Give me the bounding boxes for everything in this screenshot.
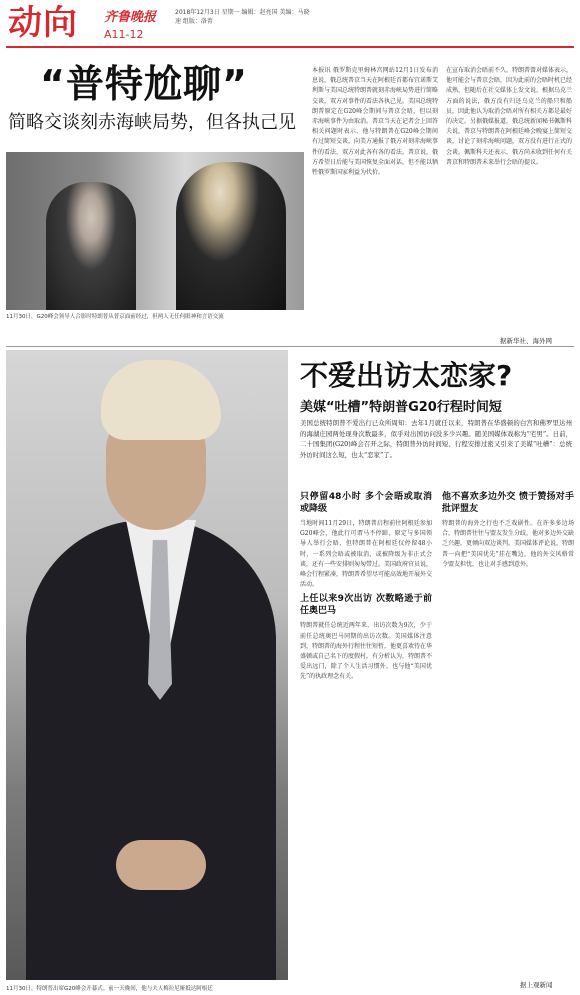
story2-headline: 不爱出访太恋家? xyxy=(300,359,513,392)
story1-subheadline: 简略交谈刻赤海峡局势，但各执己见 xyxy=(8,112,296,133)
story1-photo-caption: 11月30日，G20峰会领导人合影时特朗普从普京面前经过，但两人无任何眼神和言语交流 xyxy=(6,314,224,320)
header-divider xyxy=(6,46,574,48)
section-text: 当地时间11月29日，特朗普启程前往阿根廷参加G20峰会，他此行可谓马不停蹄，原定与多国领导人举行会晤，但特朗普在阿根廷仅停留48小时，一系列会晤或被取消，或被降级为非正式会谈，还有一些安排则匆匆带过。美国政府官员说，峰会行程紧凑，特朗普希望尽可能高效地开展外交活动。 xyxy=(300,520,432,589)
photo-figure-left xyxy=(46,182,136,310)
issue-meta: 2018年12月3日 星期一 编辑：赵亮国 美编：马晓速 组版：洛菁 xyxy=(175,9,310,25)
story2-body-column-2 xyxy=(442,488,574,976)
story2-body-column-1 xyxy=(300,488,432,976)
story-divider xyxy=(6,346,574,347)
story1-photo xyxy=(6,152,304,310)
story1-body-column-2: 在宣布取消会晤前不久，特朗普曾对媒体表示，他可能会与普京会晤，因为此前的会晤时机已经成熟，但随后在社交媒体上发文说，根据乌克兰方面的说法，俄方没有归还乌克兰的船只和船员，因此他认为取消会晤对所有相关方都是最好的决定。另据俄媒报道，俄总统新闻秘书佩斯科夫说，普京与特朗普在阿根廷峰会晚宴上简短交谈，讨论了刻赤海峡问题，双方没有进行正式的会谈。佩斯科夫还表示，俄方尚未收到任何有关普京和特朗普未来举行会晤的提议。 xyxy=(446,67,572,166)
story2-photo xyxy=(6,350,288,980)
story2-photo-caption: 11月30日，特朗普出席G20峰会开幕式。前一天晚间，他与夫人梅拉尼娅抵达阿根廷 xyxy=(6,986,213,992)
section-text: 特朗普就任总统近两年来，出访次数为9次，少于前任总统奥巴马同期的出访次数。美国媒体注意到，特朗普的海外行程往往短暂，他更喜欢待在华盛顿或自己名下的度假村。有分析认为，特朗普不爱出远门，除了个人生活习惯外，也与他“美国优先”的执政理念有关。 xyxy=(300,622,432,681)
photo-figure-right xyxy=(176,162,286,310)
newspaper-brand: 齐鲁晚报 xyxy=(104,10,157,25)
story2-subheadline: 美媒“吐槽”特朗普G20行程时间短 xyxy=(300,400,502,415)
story1-headline: “普特尬聊” xyxy=(40,62,248,106)
section-heading: 上任以来9次出访 次数略逊于前任奥巴马 xyxy=(300,594,432,617)
story1-body-column-1: 本报讯 俄罗斯克里姆林宫网站12月1日发布消息说，俄总统普京当天在阿根廷首都布宜诺斯艾利斯与美国总统特朗普就刻赤海峡局势进行简略交谈，双方对事件的看法各执己见。美国总统特朗普原定在G20峰会期间与普京会晤，但以刻赤海峡事件为由取消。普京当天在记者会上回答相关问题时表示，他与特朗普在G20峰会期间有过简短交谈，向美方通报了俄方对刻赤海峡事件的看法，双方对此各有各的看法。普京说，俄方希望日后能与美国恢复全面对话，但不能以牺牲俄罗斯国家利益为代价。 xyxy=(312,67,438,177)
photo-hair xyxy=(101,360,221,440)
story2-lead-paragraph: 美国总统特朗普不爱出行已众所周知：去年1月就任以来，特朗普在华盛顿的白宫和佛罗里达州的海湖庄园两处现身次数最多，似乎对出国访问没多少兴趣。随美国媒体戏称为“宅男”。日前，二十国集团(G20)峰会召开之际，特朗普外访时间短、行程安排过密又引来了美媒“吐槽”：总统外访时间这么短，也太“恋家”了。 xyxy=(300,419,572,459)
section-text: 特朗普的海外之行也不乏戏剧性。在许多多边场合，特朗普往往与盟友发生分歧，他对多边外交缺乏兴趣，更倾向双边谈判。美国媒体评论说，特朗普一向把“美国优先”挂在嘴边，他的外交风格常令盟友担忧，也让对手感到意外。 xyxy=(442,520,574,568)
page-number: A11-12 xyxy=(104,28,144,41)
story2-source: 据上观新闻 xyxy=(520,981,553,989)
photo-waving-hand xyxy=(116,840,206,890)
story1-source: 据新华社、海外网 xyxy=(500,337,552,345)
section-heading: 他不喜欢多边外交 愤于赞扬对手批评盟友 xyxy=(442,492,574,514)
section-heading: 只停留48小时 多个会晤或取消或降级 xyxy=(300,492,432,514)
section-title: 动向 xyxy=(8,3,78,43)
